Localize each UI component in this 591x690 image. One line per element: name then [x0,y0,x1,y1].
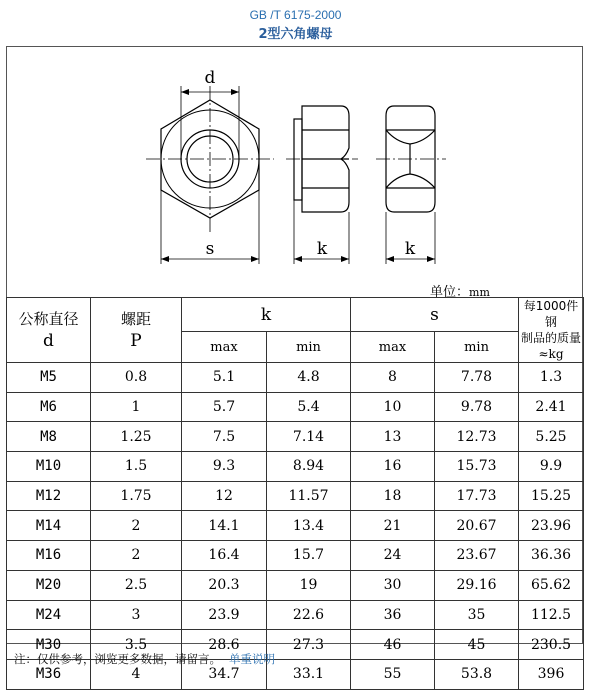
cell-kmax: 5.1 [182,363,267,393]
header-k: k [182,298,351,332]
header-k-max: max [182,332,267,363]
header-pitch [91,298,182,363]
cell-smin: 20.67 [435,511,519,541]
cell-kmin: 15.7 [267,541,351,571]
table-row [7,511,584,541]
cell-smin: 45 [435,630,519,660]
cell-smax: 10 [351,392,435,422]
cell-smax: 21 [351,511,435,541]
header-s-max: max [351,332,435,363]
cell-kmin: 13.4 [267,511,351,541]
page-title: 2型六角螺母 [258,27,333,42]
cell-d: M5 [7,363,91,393]
cell-p: 1.25 [91,422,182,452]
cell-d: M16 [7,541,91,571]
cell-smin: 23.67 [435,541,519,571]
cell-d: M36 [7,659,91,689]
cell-d: M14 [7,511,91,541]
header-k-min: min [267,332,351,363]
cell-mass: 9.9 [519,452,584,482]
header-mass [519,298,584,363]
cell-kmin: 5.4 [267,392,351,422]
cell-kmin: 8.94 [267,452,351,482]
cell-d: M10 [7,452,91,482]
cell-mass: 1.3 [519,363,584,393]
cell-kmin: 33.1 [267,659,351,689]
cell-kmax: 34.7 [182,659,267,689]
cell-kmax: 14.1 [182,511,267,541]
cell-kmin: 7.14 [267,422,351,452]
cell-smax: 18 [351,481,435,511]
cell-d: M24 [7,600,91,630]
header-nominal-diameter [7,298,91,363]
cell-smin: 53.8 [435,659,519,689]
cell-mass: 23.96 [519,511,584,541]
header-d-title: 公称直径 [18,310,79,328]
table-row [7,422,584,452]
cell-p: 4 [91,659,182,689]
cell-kmax: 16.4 [182,541,267,571]
table-row [7,570,584,600]
unit-value: mm [469,286,490,299]
cell-kmin: 27.3 [267,630,351,660]
cell-kmax: 20.3 [182,570,267,600]
header-mass-line2: 制品的质量 [521,331,582,345]
cell-kmin: 4.8 [267,363,351,393]
cell-mass: 112.5 [519,600,584,630]
cell-kmin: 11.57 [267,481,351,511]
cell-smax: 30 [351,570,435,600]
cell-p: 2.5 [91,570,182,600]
cell-mass: 396 [519,659,584,689]
cell-mass: 5.25 [519,422,584,452]
cell-p: 3.5 [91,630,182,660]
cell-smax: 8 [351,363,435,393]
cell-p: 0.8 [91,363,182,393]
header-mass-line1: 每1000件钢 [523,299,579,329]
dim-k-side-label: k [316,239,328,259]
cell-smin: 17.73 [435,481,519,511]
cell-mass: 15.25 [519,481,584,511]
cell-kmax: 12 [182,481,267,511]
dim-k-front-label: k [404,239,416,259]
cell-p: 1.75 [91,481,182,511]
dim-d-label: d [204,68,216,88]
cell-smax: 13 [351,422,435,452]
cell-smax: 36 [351,600,435,630]
cell-smin: 15.73 [435,452,519,482]
unit-weight-link[interactable]: 单重说明 [229,652,275,666]
cell-kmax: 28.6 [182,630,267,660]
table-row [7,452,584,482]
header-d-symbol: d [43,331,54,351]
header-s-min: min [435,332,519,363]
cell-smin: 9.78 [435,392,519,422]
cell-d: M30 [7,630,91,660]
cell-d: M8 [7,422,91,452]
cell-d: M20 [7,570,91,600]
cell-smax: 46 [351,630,435,660]
footer-note-text: 注：仅供参考，浏览更多数据，请留言。 [14,652,221,666]
table-row [7,392,584,422]
cell-kmax: 7.5 [182,422,267,452]
cell-kmax: 5.7 [182,392,267,422]
standard-number: GB /T 6175-2000 [249,8,342,22]
table-row [7,541,584,571]
dim-s-label: s [205,239,215,259]
header-mass-line3: ≈kg [538,347,564,361]
cell-p: 2 [91,541,182,571]
footer-note [14,651,275,667]
cell-smax: 16 [351,452,435,482]
cell-d: M12 [7,481,91,511]
cell-mass: 36.36 [519,541,584,571]
cell-kmin: 19 [267,570,351,600]
cell-smax: 24 [351,541,435,571]
spec-table [6,297,584,690]
cell-smin: 35 [435,600,519,630]
title-bar [0,0,591,44]
cell-p: 1 [91,392,182,422]
cell-p: 3 [91,600,182,630]
nut-technical-drawing [6,46,583,298]
cell-smax: 55 [351,659,435,689]
cell-d: M6 [7,392,91,422]
cell-mass: 230.5 [519,630,584,660]
cell-p: 1.5 [91,452,182,482]
header-p-title: 螺距 [120,310,151,328]
header-s: s [351,298,519,332]
cell-kmax: 9.3 [182,452,267,482]
table-row [7,481,584,511]
cell-smin: 12.73 [435,422,519,452]
header-p-symbol: P [130,331,142,351]
cell-kmin: 22.6 [267,600,351,630]
table-row [7,600,584,630]
unit-label-text: 单位： [430,285,470,300]
cell-p: 2 [91,511,182,541]
cell-smin: 7.78 [435,363,519,393]
cell-mass: 2.41 [519,392,584,422]
cell-mass: 65.62 [519,570,584,600]
cell-smin: 29.16 [435,570,519,600]
table-row [7,363,584,393]
cell-kmax: 23.9 [182,600,267,630]
